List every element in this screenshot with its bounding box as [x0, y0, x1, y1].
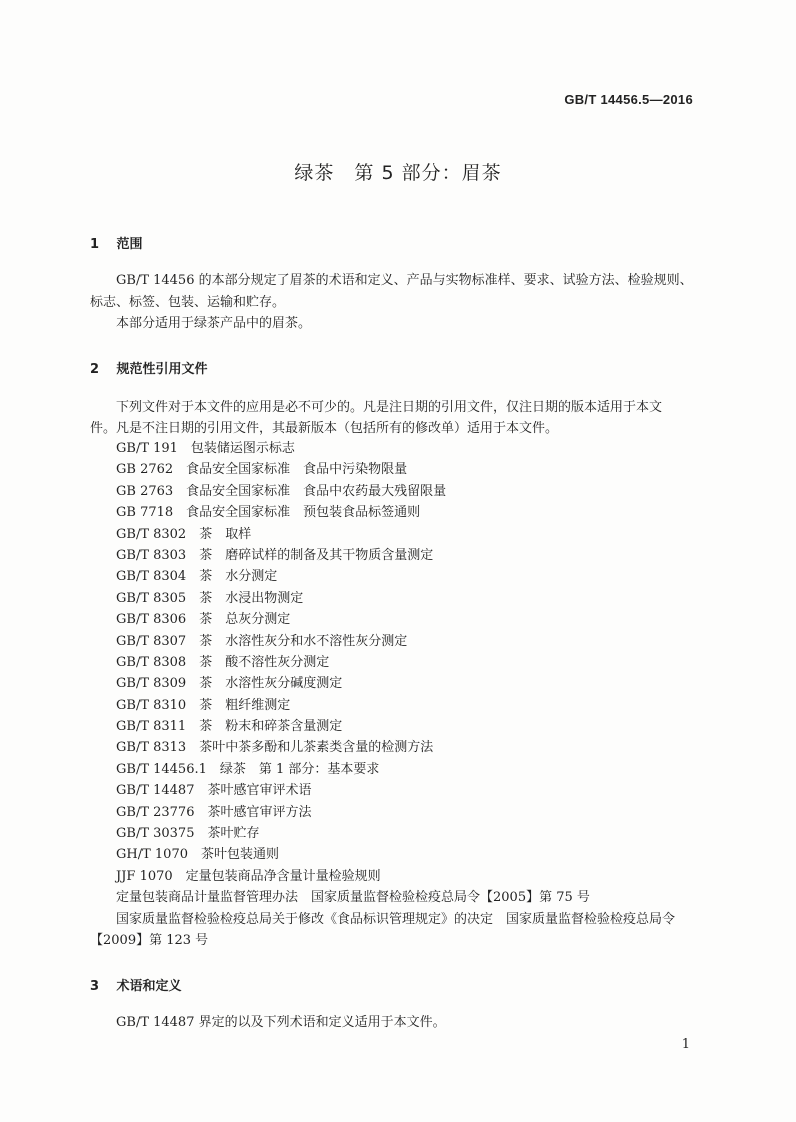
reference-item: GB/T 23776 茶叶感官审评方法: [116, 804, 312, 820]
section-3-paragraph-1: GB/T 14487 界定的以及下列术语和定义适用于本文件。: [116, 1015, 446, 1030]
section-1-paragraph-1-line-1: GB/T 14456 的本部分规定了眉茶的术语和定义、产品与实物标准样、要求、试验方法、检验规则、: [116, 273, 693, 288]
section-2-intro-line-1: 下列文件对于本文件的应用是必不可少的。凡是注日期的引用文件，仅注日期的版本适用于本文: [116, 400, 663, 415]
reference-item: GB/T 8310 茶 粗纤维测定: [116, 697, 291, 713]
reference-item: GB/T 8307 茶 水溶性灰分和水不溶性灰分测定: [116, 633, 408, 649]
section-2-title: 规范性引用文件: [116, 362, 208, 377]
section-1-paragraph-2: 本部分适用于绿茶产品中的眉茶。: [116, 316, 312, 331]
page-title: 绿茶 第 5 部分：眉茶: [294, 162, 502, 184]
reference-item: GB/T 8313 茶叶中茶多酚和儿茶素类含量的检测方法: [116, 740, 434, 756]
reference-item: GB/T 14487 茶叶感官审评术语: [116, 783, 312, 799]
reference-item: GB/T 14456.1 绿茶 第 1 部分：基本要求: [116, 761, 380, 777]
normative-reference-list: [116, 438, 590, 909]
reference-item: GB/T 8302 茶 取样: [116, 526, 252, 542]
reference-item: GB/T 8311 茶 粉末和碎茶含量测定: [116, 719, 343, 735]
standard-code: GB/T 14456.5—2016: [564, 92, 693, 107]
reference-item: GH/T 1070 茶叶包装通则: [116, 847, 279, 863]
section-3-title: 术语和定义: [116, 979, 182, 994]
reference-item-last-line-1: 国家质量监督检验检疫总局关于修改《食品标识管理规定》的决定 国家质量监督检验检疫总局令: [116, 912, 676, 927]
reference-item: JJF 1070 定量包装商品净含量计量检验规则: [116, 868, 381, 884]
reference-item: GB 7718 食品安全国家标准 预包装食品标签通则: [116, 505, 421, 521]
section-3-heading: [90, 975, 182, 994]
section-1-title: 范围: [116, 237, 143, 252]
section-1-heading: [90, 233, 143, 252]
reference-item: GB 2763 食品安全国家标准 食品中农药最大残留限量: [116, 483, 447, 499]
section-1-paragraph-1-line-2: 标志、标签、包装、运输和贮存。: [90, 295, 286, 310]
reference-item: GB 2762 食品安全国家标准 食品中污染物限量: [116, 462, 408, 478]
section-2-number: 2: [90, 362, 100, 377]
reference-item: GB/T 8309 茶 水溶性灰分碱度测定: [116, 676, 343, 692]
section-1-number: 1: [90, 237, 100, 252]
reference-item: GB/T 8304 茶 水分测定: [116, 569, 278, 585]
reference-item: GB/T 8305 茶 水浸出物测定: [116, 590, 304, 606]
reference-item: GB/T 8303 茶 磨碎试样的制备及其干物质含量测定: [116, 547, 434, 563]
section-2-intro-line-2: 件。凡是不注日期的引用文件，其最新版本（包括所有的修改单）适用于本文件。: [90, 421, 559, 436]
reference-item: GB/T 191 包装储运图示标志: [116, 441, 295, 456]
section-2-heading: [90, 358, 208, 377]
section-3-number: 3: [90, 979, 100, 994]
page-number: 1: [681, 1037, 690, 1052]
reference-item: GB/T 8308 茶 酸不溶性灰分测定: [116, 654, 330, 670]
reference-item: GB/T 8306 茶 总灰分测定: [116, 612, 291, 628]
reference-item-last-line-2: 【2009】第 123 号: [90, 933, 209, 948]
reference-item: GB/T 30375 茶叶贮存: [116, 826, 260, 842]
reference-item: 定量包装商品计量监督管理办法 国家质量监督检验检疫总局令【2005】第 75 号: [116, 890, 590, 906]
